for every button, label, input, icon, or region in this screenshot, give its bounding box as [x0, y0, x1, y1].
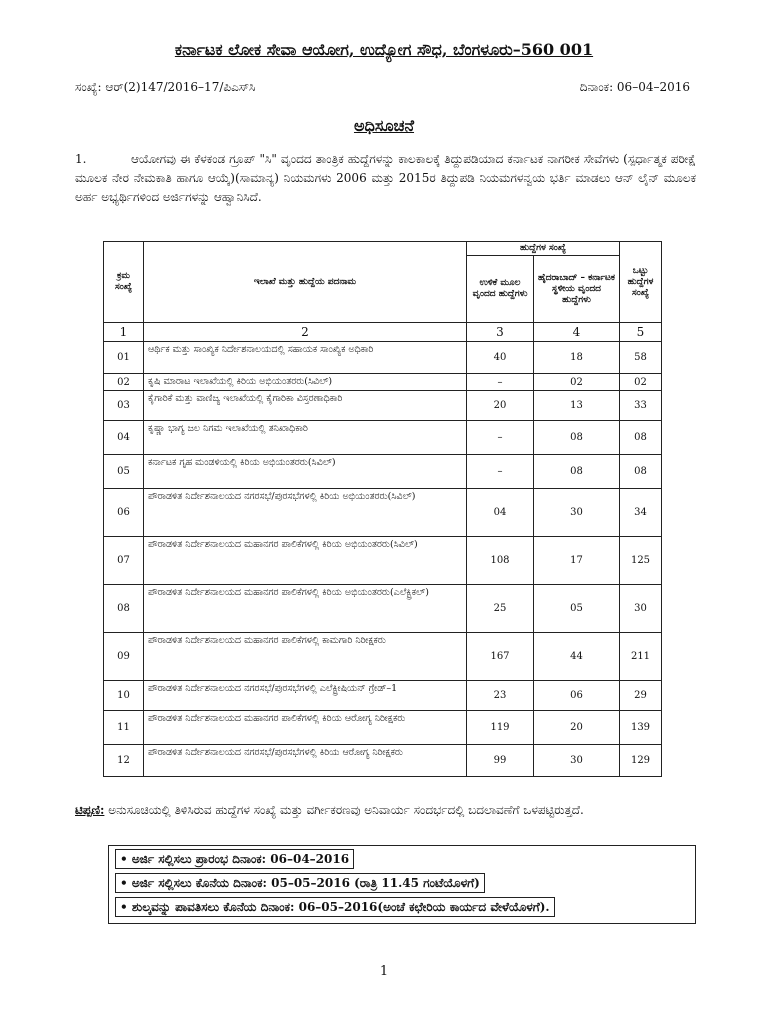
description-cell: ಪೌರಾಡಳಿತ ನಿರ್ದೇಶನಾಲಯದ ಮಹಾನಗರ ಪಾಲಿಕೆಗಳಲ್ಲಿ ಕಿರಿಯ ಅಭಿಯಂತರರು(ಸಿವಿಲ್) — [144, 537, 467, 585]
index-cell: 4 — [534, 323, 620, 342]
column-index-row — [104, 323, 662, 342]
total-cell: 129 — [620, 745, 662, 777]
description-cell: ಪೌರಾಡಳಿತ ನಿರ್ದೇಶನಾಲಯದ ಮಹಾನಗರ ಪಾಲಿಕೆಗಳಲ್ಲಿ ಕಿರಿಯ ಆರೋಗ್ಯ ನಿರೀಕ್ಷಕರು — [144, 711, 467, 745]
description-cell: ಪೌರಾಡಳಿತ ನಿರ್ದೇಶನಾಲಯದ ಮಹಾನಗರ ಪಾಲಿಕೆಗಳಲ್ಲಿ ಕಾಮಗಾರಿ ನಿರೀಕ್ಷಕರು — [144, 633, 467, 681]
description-cell: ಪೌರಾಡಳಿತ ನಿರ್ದೇಶನಾಲಯದ ನಗರಸಭೆ/ಪುರಸಭೆಗಳಲ್ಲಿ ಎಲೆಕ್ಟ್ರೀಷಿಯನ್ ಗ್ರೇಡ್–1 — [144, 681, 467, 711]
hk-cell: 05 — [534, 585, 620, 633]
remaining-cell: 25 — [467, 585, 534, 633]
note-text: ಅನುಸೂಚಿಯಲ್ಲಿ ತಿಳಿಸಿರುವ ಹುದ್ದೆಗಳ ಸಂಖ್ಯೆ ಮತ್ತು ವರ್ಗೀಕರಣವು ಅನಿವಾರ್ಯ ಸಂದರ್ಭದಲ್ಲಿ ಬದಲಾವಣೆಗೆ ಒಳಪಟ್ಟಿರುತ್ತದೆ. — [108, 803, 584, 817]
index-cell: 3 — [467, 323, 534, 342]
remaining-cell: 119 — [467, 711, 534, 745]
hk-cell: 08 — [534, 421, 620, 455]
table-row — [104, 681, 662, 711]
serial-cell: 05 — [104, 455, 144, 489]
serial-cell: 01 — [104, 342, 144, 374]
table-row — [104, 711, 662, 745]
intro-paragraph — [75, 150, 696, 207]
remaining-cell: – — [467, 421, 534, 455]
total-cell: 34 — [620, 489, 662, 537]
document-title: ಕರ್ನಾಟಕ ಲೋಕ ಸೇವಾ ಆಯೋಗ, ಉದ್ಯೋಗ ಸೌಧ, ಬೆಂಗಳೂರು–560 001 — [174, 40, 594, 59]
serial-cell: 11 — [104, 711, 144, 745]
hk-cell: 30 — [534, 489, 620, 537]
description-cell: ಕರ್ನಾಟಕ ಗೃಹ ಮಂಡಳಿಯಲ್ಲಿ ಕಿರಿಯ ಅಭಿಯಂತರರು(ಸಿವಿಲ್) — [144, 455, 467, 489]
serial-cell: 04 — [104, 421, 144, 455]
serial-cell: 10 — [104, 681, 144, 711]
hk-cell: 18 — [534, 342, 620, 374]
page-number: 1 — [379, 964, 389, 979]
serial-cell: 12 — [104, 745, 144, 777]
note-label: ಟಿಪ್ಪಣಿ: — [75, 803, 105, 817]
table-row — [104, 455, 662, 489]
remaining-cell: 99 — [467, 745, 534, 777]
posts-table — [103, 241, 662, 777]
serial-cell: 03 — [104, 391, 144, 421]
total-cell: 58 — [620, 342, 662, 374]
hk-cell: 08 — [534, 455, 620, 489]
table-row — [104, 374, 662, 391]
description-cell: ಆರ್ಥಿಕ ಮತ್ತು ಸಾಂಖ್ಯಿಕ ನಿರ್ದೇಶನಾಲಯದಲ್ಲಿ ಸಹಾಯಕ ಸಾಂಖ್ಯಿಕ ಅಧಿಕಾರಿ — [144, 342, 467, 374]
hk-cell: 30 — [534, 745, 620, 777]
serial-cell: 02 — [104, 374, 144, 391]
table-row — [104, 745, 662, 777]
serial-cell: 06 — [104, 489, 144, 537]
paragraph-text: ಆಯೋಗವು ಈ ಕೆಳಕಂಡ ಗ್ರೂಪ್ "ಸಿ" ವೃಂದದ ತಾಂತ್ರಿಕ ಹುದ್ದೆಗಳನ್ನು ಕಾಲಕಾಲಕ್ಕೆ ತಿದ್ದುಪಡಿಯಾದ ಕರ್ನಾಟಕ ನಾಗರೀಕ ಸೇವೆಗಳು (ಸ್ಪರ್ಧಾತ್ಮಕ ಪರೀಕ್ಷೆ ಮೂಲಕ ನೇರ ನೇಮಕಾತಿ ಹಾಗೂ ಆಯ್ಕೆ)(ಸಾಮಾನ್ಯ) ನಿಯಮಗಳು 2006 ಮತ್ತು 2015ರ ತಿದ್ದುಪಡಿ ನಿಯಮಗಳನ್ವಯ ಭರ್ತಿ ಮಾಡಲು ಆನ್ ಲೈನ್ ಮೂಲಕ ಅರ್ಹ ಅಭ್ಯರ್ಥಿಗಳಿಂದ ಅರ್ಜಿಗಳನ್ನು ಆಹ್ವಾನಿಸಿದೆ. — [75, 152, 696, 204]
table-row — [104, 421, 662, 455]
remaining-cell: 04 — [467, 489, 534, 537]
index-cell: 2 — [144, 323, 467, 342]
header-remaining: ಉಳಿಕೆ ಮೂಲ ವೃಂದದ ಹುದ್ದೆಗಳು — [467, 256, 534, 323]
total-cell: 02 — [620, 374, 662, 391]
remaining-cell: 108 — [467, 537, 534, 585]
remaining-cell: 40 — [467, 342, 534, 374]
total-cell: 08 — [620, 455, 662, 489]
hk-cell: 44 — [534, 633, 620, 681]
header-department: ಇಲಾಖೆ ಮತ್ತು ಹುದ್ದೆಯ ಪದನಾಮ — [144, 242, 467, 323]
remaining-cell: 20 — [467, 391, 534, 421]
table-row — [104, 391, 662, 421]
table-row — [104, 633, 662, 681]
total-cell: 139 — [620, 711, 662, 745]
description-cell: ಪೌರಾಡಳಿತ ನಿರ್ದೇಶನಾಲಯದ ನಗರಸಭೆ/ಪುರಸಭೆಗಳಲ್ಲಿ ಕಿರಿಯ ಆರೋಗ್ಯ ನಿರೀಕ್ಷಕರು — [144, 745, 467, 777]
remaining-cell: – — [467, 374, 534, 391]
notification-heading: ಅಧಿಸೂಚನೆ — [353, 116, 415, 135]
note-paragraph — [75, 801, 697, 820]
issue-date: ದಿನಾಂಕ: 06–04–2016 — [579, 80, 690, 94]
hk-cell: 20 — [534, 711, 620, 745]
table-row — [104, 342, 662, 374]
reference-number: ಸಂಖ್ಯೆ: ಆರ್(2)147/2016–17/ಪಿಎಸ್‌ಸಿ — [75, 80, 256, 94]
index-cell: 1 — [104, 323, 144, 342]
total-cell: 125 — [620, 537, 662, 585]
header-serial: ಕ್ರಮ ಸಂಖ್ಯೆ — [104, 242, 144, 323]
total-cell: 30 — [620, 585, 662, 633]
table-row — [104, 537, 662, 585]
remaining-cell: 23 — [467, 681, 534, 711]
total-cell: 29 — [620, 681, 662, 711]
paragraph-number: 1. — [75, 152, 87, 166]
total-cell: 08 — [620, 421, 662, 455]
hk-cell: 02 — [534, 374, 620, 391]
serial-cell: 09 — [104, 633, 144, 681]
header-posts-group: ಹುದ್ದೆಗಳ ಸಂಖ್ಯೆ — [467, 242, 620, 256]
important-dates-box — [108, 845, 696, 924]
description-cell: ಪೌರಾಡಳಿತ ನಿರ್ದೇಶನಾಲಯದ ಮಹಾನಗರ ಪಾಲಿಕೆಗಳಲ್ಲಿ ಕಿರಿಯ ಅಭಿಯಂತರರು(ಎಲೆಕ್ಟ್ರಿಕಲ್) — [144, 585, 467, 633]
description-cell: ಕೃಷ್ಣಾ ಭಾಗ್ಯ ಜಲ ನಿಗಮ ಇಲಾಖೆಯಲ್ಲಿ ತನಿಖಾಧಿಕಾರಿ — [144, 421, 467, 455]
hk-cell: 17 — [534, 537, 620, 585]
total-cell: 211 — [620, 633, 662, 681]
serial-cell: 08 — [104, 585, 144, 633]
last-date-line: • ಅರ್ಜಿ ಸಲ್ಲಿಸಲು ಕೊನೆಯ ದಿನಾಂಕ: 05–05–2016 (ರಾತ್ರಿ 11.45 ಗಂಟೆಯೊಳಗೆ) — [115, 873, 485, 893]
index-cell: 5 — [620, 323, 662, 342]
table-row — [104, 489, 662, 537]
remaining-cell: 167 — [467, 633, 534, 681]
total-cell: 33 — [620, 391, 662, 421]
header-total: ಒಟ್ಟು ಹುದ್ದೆಗಳ ಸಂಖ್ಯೆ — [620, 242, 662, 323]
description-cell: ಪೌರಾಡಳಿತ ನಿರ್ದೇಶನಾಲಯದ ನಗರಸಭೆ/ಪುರಸಭೆಗಳಲ್ಲಿ ಕಿರಿಯ ಅಭಿಯಂತರರು(ಸಿವಿಲ್) — [144, 489, 467, 537]
header-hk: ಹೈದರಾಬಾದ್ – ಕರ್ನಾಟಕ ಸ್ಥಳೀಯ ವೃಂದದ ಹುದ್ದೆಗಳು — [534, 256, 620, 323]
description-cell: ಕೈಗಾರಿಕೆ ಮತ್ತು ವಾಣಿಜ್ಯ ಇಲಾಖೆಯಲ್ಲಿ ಕೈಗಾರಿಕಾ ವಿಸ್ತರಣಾಧಿಕಾರಿ — [144, 391, 467, 421]
description-cell: ಕೃಷಿ ಮಾರಾಟ ಇಲಾಖೆಯಲ್ಲಿ ಕಿರಿಯ ಅಭಿಯಂತರರು(ಸಿವಿಲ್) — [144, 374, 467, 391]
fee-date-line: • ಶುಲ್ಕವನ್ನು ಪಾವತಿಸಲು ಕೊನೆಯ ದಿನಾಂಕ: 06–05–2016(ಅಂಚೆ ಕಛೇರಿಯ ಕಾರ್ಯದ ವೇಳೆಯೊಳಗೆ). — [115, 897, 555, 917]
hk-cell: 06 — [534, 681, 620, 711]
serial-cell: 07 — [104, 537, 144, 585]
start-date-line: • ಅರ್ಜಿ ಸಲ್ಲಿಸಲು ಪ್ರಾರಂಭ ದಿನಾಂಕ: 06–04–2016 — [115, 849, 354, 869]
table-row — [104, 585, 662, 633]
hk-cell: 13 — [534, 391, 620, 421]
remaining-cell: – — [467, 455, 534, 489]
